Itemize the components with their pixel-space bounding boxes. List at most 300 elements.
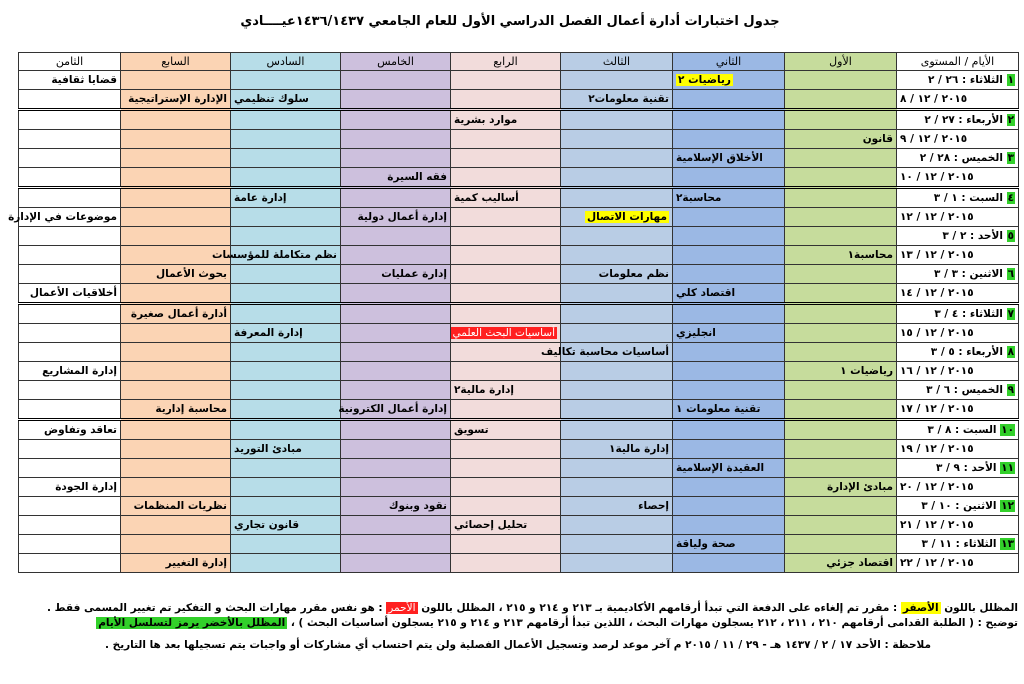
course-cell xyxy=(341,497,451,516)
day-date: ٢٠١٥ / ١٢ / ١٩ xyxy=(897,440,1019,459)
course-cell xyxy=(451,188,561,208)
header-level-5: الخامس xyxy=(341,53,451,71)
course-cell xyxy=(673,304,785,324)
day-label xyxy=(897,497,1019,516)
course-name: أدارة أعمال صغيرة xyxy=(130,307,227,320)
course-name: قانون تجاري xyxy=(234,518,300,531)
course-cell xyxy=(19,188,121,208)
course-name: إدارة المشاريع xyxy=(42,364,117,377)
day-date: ٢٠١٥ / ١٢ / ١٠ xyxy=(897,168,1019,188)
day-row-bottom xyxy=(19,362,1019,381)
course-name: اقتصاد كلي xyxy=(676,286,736,299)
course-cell xyxy=(561,516,673,535)
course-cell xyxy=(673,168,785,188)
course-name: إدارة مالية١ xyxy=(609,442,669,455)
day-sequence-badge: ٧ xyxy=(1007,307,1014,320)
course-name: تسويق xyxy=(454,423,489,436)
course-cell xyxy=(673,343,785,362)
course-cell xyxy=(341,343,451,362)
course-cell xyxy=(785,304,897,324)
day-row-bottom xyxy=(19,90,1019,110)
day-date: ٢٠١٥ / ١٢ / ١٣ xyxy=(897,246,1019,265)
course-cell xyxy=(451,459,561,478)
course-cell xyxy=(785,130,897,149)
day-name: الاثنين : ٣ / ٣ xyxy=(934,267,1003,280)
course-cell xyxy=(19,265,121,284)
course-cell xyxy=(673,535,785,554)
course-cell xyxy=(341,227,451,246)
course-name: أساسيات البحث العلمي xyxy=(452,326,555,339)
day-sequence-badge: ٢ xyxy=(1007,113,1014,126)
course-cell xyxy=(231,459,341,478)
course-name: إدارة عامة xyxy=(234,191,287,204)
course-cell xyxy=(451,130,561,149)
course-cell xyxy=(341,284,451,304)
course-cell xyxy=(785,343,897,362)
course-name: إدارة مالية٢ xyxy=(454,383,514,396)
course-cell xyxy=(121,459,231,478)
day-label xyxy=(897,188,1019,208)
course-cell xyxy=(341,90,451,110)
course-cell xyxy=(121,71,231,90)
course-cell xyxy=(231,227,341,246)
course-name: تقنية معلومات٢ xyxy=(588,92,669,105)
day-name: الأحد : ٢ / ٣ xyxy=(942,229,1003,242)
course-cell xyxy=(19,459,121,478)
day-date: ٢٠١٥ / ١٢ / ١٧ xyxy=(897,400,1019,420)
course-cell xyxy=(231,343,341,362)
course-cell xyxy=(121,227,231,246)
course-cell xyxy=(19,227,121,246)
course-cell xyxy=(561,90,673,110)
course-cell xyxy=(231,149,341,168)
note-text: المظلل باللون xyxy=(944,602,1018,614)
course-cell xyxy=(231,535,341,554)
course-cell xyxy=(451,208,561,227)
course-cell xyxy=(121,90,231,110)
course-cell xyxy=(673,246,785,265)
course-cell xyxy=(19,284,121,304)
course-cell xyxy=(341,168,451,188)
course-cell xyxy=(121,516,231,535)
day-name: الاثنين : ١٠ / ٣ xyxy=(921,499,997,512)
day-label xyxy=(897,420,1019,440)
course-cell xyxy=(121,324,231,343)
day-date: ٢٠١٥ / ١٢ / ٢١ xyxy=(897,516,1019,535)
course-cell xyxy=(561,535,673,554)
course-cell xyxy=(341,420,451,440)
course-cell xyxy=(121,265,231,284)
course-cell xyxy=(785,420,897,440)
course-cell xyxy=(341,71,451,90)
course-cell xyxy=(785,149,897,168)
course-cell xyxy=(341,110,451,130)
course-name: إدارة الجودة xyxy=(55,480,117,493)
day-name: الخميس : ٢٨ / ٢ xyxy=(919,151,1003,164)
course-name: نظم متكاملة للمؤسسات xyxy=(211,248,337,261)
course-cell xyxy=(19,362,121,381)
notes xyxy=(18,602,1018,654)
course-cell xyxy=(673,440,785,459)
course-cell xyxy=(785,110,897,130)
course-cell xyxy=(785,188,897,208)
course-cell xyxy=(341,440,451,459)
course-cell xyxy=(231,130,341,149)
note-clarification xyxy=(18,617,1018,629)
course-cell xyxy=(673,188,785,208)
course-cell xyxy=(451,440,561,459)
course-cell xyxy=(561,440,673,459)
course-cell xyxy=(8,208,121,227)
course-cell xyxy=(785,71,897,90)
course-name: نظريات المنظمات xyxy=(133,499,227,512)
course-cell xyxy=(785,459,897,478)
day-label xyxy=(897,265,1019,284)
course-cell xyxy=(451,381,561,400)
header-level-6: السادس xyxy=(231,53,341,71)
header-level-1: الأول xyxy=(785,53,897,71)
course-name: إحصاء xyxy=(638,499,669,512)
course-cell xyxy=(19,110,121,130)
course-cell xyxy=(561,130,673,149)
day-name: الثلاثاء : ١١ / ٣ xyxy=(921,537,997,550)
course-name: أساسيات محاسبة تكاليف xyxy=(541,345,669,358)
course-cell xyxy=(785,168,897,188)
course-cell xyxy=(211,246,341,265)
course-cell xyxy=(785,227,897,246)
course-cell xyxy=(341,362,451,381)
course-cell xyxy=(561,284,673,304)
day-sequence-badge: ١٣ xyxy=(1001,537,1014,550)
day-row-top xyxy=(19,227,1019,246)
day-row-top xyxy=(19,381,1019,400)
course-cell xyxy=(561,362,673,381)
course-cell xyxy=(231,188,341,208)
course-cell xyxy=(451,304,561,324)
course-cell xyxy=(19,420,121,440)
course-cell xyxy=(785,90,897,110)
course-name: مهارات الاتصال xyxy=(587,210,667,223)
course-cell xyxy=(673,497,785,516)
course-cell xyxy=(785,324,897,343)
course-cell xyxy=(561,110,673,130)
course-cell xyxy=(785,535,897,554)
course-name: نقود وبنوك xyxy=(388,499,447,512)
course-cell xyxy=(121,110,231,130)
day-label xyxy=(897,71,1019,90)
course-cell xyxy=(121,284,231,304)
course-cell xyxy=(231,497,341,516)
day-date: ٢٠١٥ / ١٢ / ٩ xyxy=(897,130,1019,149)
day-name: الخميس : ٦ / ٣ xyxy=(926,383,1003,396)
course-cell xyxy=(19,381,121,400)
day-row-top xyxy=(19,110,1019,130)
day-date: ٢٠١٥ / ١٢ / ١٤ xyxy=(897,284,1019,304)
header-row xyxy=(19,53,1019,71)
course-cell xyxy=(19,130,121,149)
course-cell xyxy=(338,400,451,420)
course-cell xyxy=(19,497,121,516)
day-sequence-badge: ٩ xyxy=(1007,383,1014,396)
day-date: ٢٠١٥ / ١٢ / ٨ xyxy=(897,90,1019,110)
course-cell xyxy=(451,324,561,343)
course-cell xyxy=(451,554,561,573)
course-cell xyxy=(231,324,341,343)
course-name: قضايا ثقافية xyxy=(51,73,117,86)
day-row-top xyxy=(19,304,1019,324)
course-cell xyxy=(19,343,121,362)
course-cell xyxy=(451,246,561,265)
course-cell xyxy=(561,478,673,497)
course-cell xyxy=(121,497,231,516)
course-cell xyxy=(785,400,897,420)
day-date: ٢٠١٥ / ١٢ / ٢٠ xyxy=(897,478,1019,497)
day-row-top xyxy=(19,188,1019,208)
course-cell xyxy=(121,149,231,168)
course-cell xyxy=(341,130,451,149)
day-row-top xyxy=(19,265,1019,284)
day-name: الثلاثاء : ٢٦ / ٢ xyxy=(927,73,1003,86)
course-cell xyxy=(341,554,451,573)
course-cell xyxy=(785,381,897,400)
day-name: الأربعاء : ٢٧ / ٢ xyxy=(924,113,1003,126)
exam-schedule-table xyxy=(8,52,1019,573)
course-cell xyxy=(231,90,341,110)
course-cell xyxy=(231,400,341,420)
course-cell xyxy=(785,478,897,497)
course-cell xyxy=(341,516,451,535)
course-cell xyxy=(451,110,561,130)
note-deadline: ملاحظة : الأحد ١٧ / ٢ / ١٤٣٧ هـ - ٢٩ / ١١ / ٢٠١٥ م آخر موعد لرصد وتسجيل الأعمال الفصلية ولن يتم احتساب أي مشاركات أو واجبات يتم تسجيلها بعد ها التاريخ . xyxy=(104,639,931,651)
course-cell xyxy=(231,110,341,130)
day-row-top xyxy=(19,497,1019,516)
course-cell xyxy=(561,304,673,324)
course-cell xyxy=(19,554,121,573)
course-cell xyxy=(785,265,897,284)
course-cell xyxy=(19,324,121,343)
course-cell xyxy=(561,420,673,440)
day-name: الأربعاء : ٥ / ٣ xyxy=(930,345,1003,358)
day-row-top xyxy=(19,459,1019,478)
course-cell xyxy=(673,90,785,110)
course-name: الإدارة الإستراتيجية xyxy=(128,92,227,105)
day-row-bottom xyxy=(19,130,1019,149)
note-text: توضيح : ( الطلبة القدامى أرقامهم ٢١٠ ، ٢١١ ، ٢١٢ يسجلون مهارات البحث ، اللذين تبدأ أرقامهم ٢١٣ و ٢١٤ و ٢١٥ يسجلون أساسيات البحث ) ، xyxy=(290,617,1018,629)
day-sequence-badge: ١ xyxy=(1007,73,1014,86)
course-cell xyxy=(451,478,561,497)
header-level-4: الرابع xyxy=(451,53,561,71)
course-cell xyxy=(451,516,561,535)
course-name: تقنية معلومات ١ xyxy=(676,402,761,415)
course-cell xyxy=(231,304,341,324)
course-cell xyxy=(231,284,341,304)
course-cell xyxy=(19,535,121,554)
course-name: بحوث الأعمال xyxy=(156,267,227,280)
course-cell xyxy=(785,362,897,381)
day-name: السبت : ٨ / ٣ xyxy=(927,423,997,436)
course-name: إدارة التغيير xyxy=(165,556,227,569)
day-name: الأحد : ٩ / ٣ xyxy=(935,461,997,474)
course-cell xyxy=(673,265,785,284)
course-cell xyxy=(451,265,561,284)
course-cell xyxy=(19,478,121,497)
course-cell xyxy=(121,478,231,497)
course-cell xyxy=(673,284,785,304)
header-level-8: الثامن xyxy=(19,53,121,71)
day-label xyxy=(897,110,1019,130)
course-cell xyxy=(121,362,231,381)
course-cell xyxy=(785,284,897,304)
course-cell xyxy=(673,420,785,440)
course-cell xyxy=(541,343,673,362)
course-name: موضوعات في الإدارة xyxy=(8,210,117,223)
day-name: الثلاثاء : ٤ / ٣ xyxy=(934,307,1003,320)
course-cell xyxy=(341,459,451,478)
course-cell xyxy=(341,265,451,284)
course-cell xyxy=(451,71,561,90)
course-name: مبادئ الإدارة xyxy=(826,480,893,493)
day-date: ٢٠١٥ / ١٢ / ٢٢ xyxy=(897,554,1019,573)
course-cell xyxy=(451,420,561,440)
course-cell xyxy=(19,168,121,188)
course-cell xyxy=(19,71,121,90)
course-name: قانون xyxy=(862,132,893,145)
course-cell xyxy=(673,110,785,130)
course-cell xyxy=(341,208,451,227)
course-cell xyxy=(451,149,561,168)
course-name: محاسبة إدارية xyxy=(155,402,227,415)
course-cell xyxy=(121,304,231,324)
course-name: فقه السيرة xyxy=(387,170,447,183)
day-row-top xyxy=(19,343,1019,362)
course-name: محاسبة١ xyxy=(847,248,893,261)
day-sequence-badge: ٥ xyxy=(1007,229,1014,242)
course-cell xyxy=(231,168,341,188)
course-cell xyxy=(451,90,561,110)
course-cell xyxy=(673,149,785,168)
course-cell xyxy=(231,554,341,573)
course-name: اقتصاد جزئي xyxy=(826,556,893,569)
day-row-bottom xyxy=(19,284,1019,304)
course-name: صحة ولياقة xyxy=(676,537,736,550)
day-label xyxy=(897,227,1019,246)
course-cell xyxy=(673,478,785,497)
course-name: تعاقد وتفاوض xyxy=(43,423,117,436)
course-cell xyxy=(673,516,785,535)
course-cell xyxy=(231,516,341,535)
day-row-bottom xyxy=(19,440,1019,459)
course-cell xyxy=(561,265,673,284)
day-date: ٢٠١٥ / ١٢ / ١٢ xyxy=(897,208,1019,227)
course-cell xyxy=(19,304,121,324)
course-cell xyxy=(231,381,341,400)
day-row-bottom xyxy=(19,168,1019,188)
header-days: الأيام / المستوى xyxy=(897,53,1019,71)
course-cell xyxy=(341,478,451,497)
course-cell xyxy=(121,400,231,420)
course-cell xyxy=(19,440,121,459)
day-row-bottom xyxy=(19,246,1019,265)
course-cell xyxy=(561,168,673,188)
course-cell xyxy=(451,284,561,304)
course-cell xyxy=(673,459,785,478)
course-cell xyxy=(231,440,341,459)
course-cell xyxy=(121,440,231,459)
course-cell xyxy=(785,516,897,535)
course-cell xyxy=(19,400,121,420)
course-name: موارد بشرية xyxy=(454,113,518,126)
day-date: ٢٠١٥ / ١٢ / ١٥ xyxy=(897,324,1019,343)
course-cell xyxy=(451,227,561,246)
course-cell xyxy=(121,188,231,208)
course-cell xyxy=(19,149,121,168)
day-sequence-badge: ٨ xyxy=(1007,345,1014,358)
course-cell xyxy=(785,554,897,573)
course-cell xyxy=(561,208,673,227)
day-sequence-badge: ٣ xyxy=(1007,151,1014,164)
course-cell xyxy=(19,90,121,110)
course-cell xyxy=(121,381,231,400)
course-cell xyxy=(341,324,451,343)
header-level-3: الثالث xyxy=(561,53,673,71)
course-cell xyxy=(561,400,673,420)
course-cell xyxy=(341,246,451,265)
course-cell xyxy=(561,227,673,246)
course-name: الأخلاق الإسلامية xyxy=(676,151,763,164)
course-name: رياضيات ١ xyxy=(840,364,893,377)
course-cell xyxy=(561,246,673,265)
day-row-bottom xyxy=(19,516,1019,535)
course-cell xyxy=(121,208,231,227)
day-sequence-badge: ٦ xyxy=(1007,267,1014,280)
course-cell xyxy=(19,516,121,535)
day-name: السبت : ١ / ٣ xyxy=(933,191,1003,204)
day-row-top xyxy=(19,71,1019,90)
course-cell xyxy=(341,188,451,208)
day-sequence-badge: ١٠ xyxy=(1001,423,1014,436)
course-cell xyxy=(231,208,341,227)
course-cell xyxy=(673,324,785,343)
course-cell xyxy=(673,227,785,246)
course-cell xyxy=(561,381,673,400)
course-cell xyxy=(673,362,785,381)
day-date: ٢٠١٥ / ١٢ / ١٦ xyxy=(897,362,1019,381)
day-row-top xyxy=(19,420,1019,440)
course-cell xyxy=(231,362,341,381)
course-cell xyxy=(561,188,673,208)
course-cell xyxy=(785,497,897,516)
course-name: إدارة أعمال دولية xyxy=(357,210,447,223)
course-name: مبادئ التوريد xyxy=(234,442,302,455)
day-label xyxy=(897,381,1019,400)
course-cell xyxy=(231,71,341,90)
course-cell xyxy=(121,420,231,440)
course-cell xyxy=(19,246,121,265)
course-cell xyxy=(785,440,897,459)
course-cell xyxy=(673,381,785,400)
day-sequence-badge: ١١ xyxy=(1001,461,1014,474)
course-name: تحليل إحصائي xyxy=(454,518,528,531)
course-cell xyxy=(673,71,785,90)
day-row-bottom xyxy=(19,324,1019,343)
day-sequence-badge: ١٢ xyxy=(1001,499,1014,512)
course-name: إدارة عمليات xyxy=(381,267,447,280)
course-cell xyxy=(785,208,897,227)
note-shading xyxy=(18,602,1018,614)
course-cell xyxy=(561,497,673,516)
header-level-2: الثاني xyxy=(673,53,785,71)
course-cell xyxy=(561,71,673,90)
